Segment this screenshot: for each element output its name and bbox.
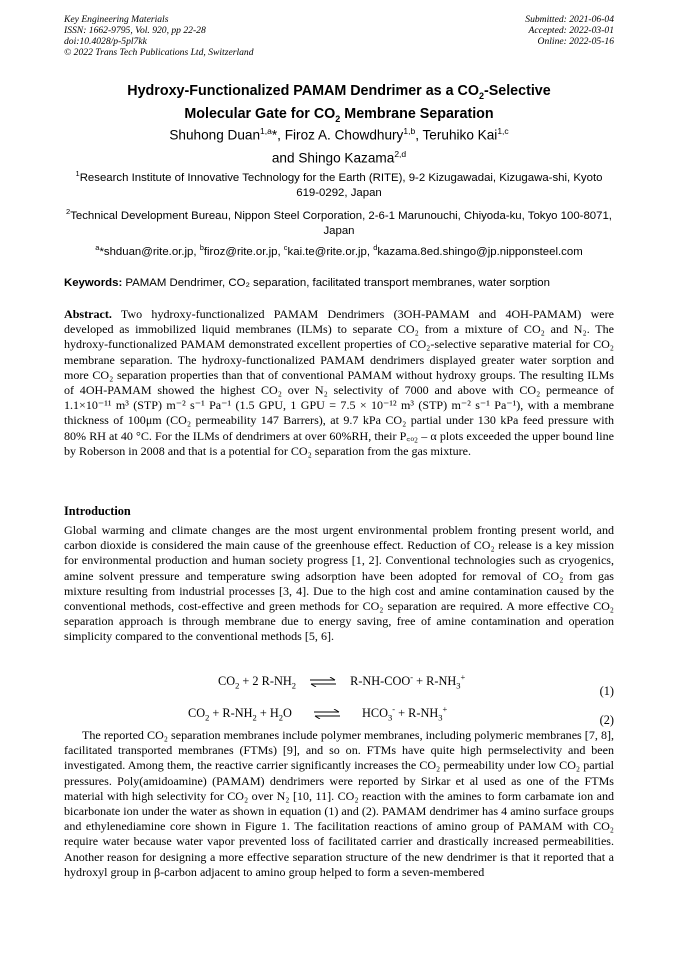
author-name: Firoz A. Chowdhury	[284, 127, 404, 143]
author-name: Teruhiko Kai	[422, 127, 498, 143]
equilibrium-arrow-icon	[313, 709, 341, 719]
online-date: Online: 2022-05-16	[537, 36, 614, 47]
email-list: $^a$*shduan@rite.or.jp, $^b$firoz@rite.or.jp, $^c$kai.te@rite.or.jp, $^d$kazama.8ed.shingo@jp.nipponsteel.com	[95, 243, 583, 258]
equation-1: $CO_2 + 2$ $R-NH_2$ $R-NH-COO^- + R-NH_3^+$	[218, 672, 466, 691]
journal-name: Key Engineering Materials	[64, 14, 169, 25]
issn-line: ISSN: 1662-9795, Vol. 920, pp 22-28	[64, 25, 206, 36]
affiliation-1: $^1$Research Institute of Innovative Technology for the Earth (RITE), 9-2 Kizugawadai, Kizugawa-shi, Kyoto 619-0292, Japan	[75, 169, 603, 200]
accepted-date: Accepted: 2022-03-01	[528, 25, 614, 36]
email-link[interactable]: kazama.8ed.shingo@jp.nipponsteel.com	[377, 245, 583, 258]
copyright-line: © 2022 Trans Tech Publications Ltd, Switzerland	[64, 47, 254, 58]
abstract-text: Two hydroxy-functionalized PAMAM Dendrimers (3OH-PAMAM and 4OH-PAMAM) were developed as immobilized liquid membranes (ILMs) to separate CO₂ from a mixture of CO₂ and N₂. The hydroxy-functionalized PAMAM demonstrated excellent properties of CO₂-selective separative material for CO₂ membrane separation. The hydroxy-functionalized PAMAM dendrimers displayed greater water sorption and more CO₂ separation properties than that of conventional PAMAM without hydroxy groups. The resulting ILMs of 4OH-PAMAM showed the highest CO₂ over N₂ selectivity of 7000 and above with CO₂ permeance of 1.1×10⁻¹¹ m³ (STP) m⁻² s⁻¹ Pa⁻¹ (1.5 GPU, 1 GPU = 7.5 × 10⁻¹² m³ (STP) m⁻² s⁻¹ Pa⁻¹), with a membrane thickness of 100μm (CO₂ permeability 147 Barrers), at 9.7 kPa CO₂ partial under 130 kPa feed pressure with 80% RH at 40 °C. For the ILMs of dendrimers at over 60%RH, their P꜀ₒ₂ – α plots exceeded the upper bound line by Roberson in 2008 and that is a potential for CO₂ separation from the gas mixture.	[64, 307, 614, 458]
doi-line: doi:10.4028/p-5pl7kk	[64, 36, 147, 47]
affiliation-2: $^2$Technical Development Bureau, Nippon Steel Corporation, 2-6-1 Marunouchi, Chiyoda-ku, Tokyo 100-8071, Japan	[66, 207, 612, 238]
author-list: Shuhong Duan$^{1,a}$*, Firoz A. Chowdhury$^{1,b}$, Teruhiko Kai$^{1,c}$ and Shingo Kazama$^{2,d}$	[169, 126, 509, 166]
abstract-label: Abstract.	[64, 307, 112, 321]
email-link[interactable]: kai.te@rite.or.jp,	[287, 245, 374, 258]
equilibrium-arrow-icon	[309, 677, 337, 687]
email-link[interactable]: firoz@rite.or.jp,	[203, 245, 284, 258]
author-name: Shingo Kazama	[298, 150, 395, 166]
keywords	[64, 276, 614, 291]
paper-title: Hydroxy-Functionalized PAMAM Dendrimer as a $CO_2$-Selective Molecular Gate for $CO_2$ Membrane Separation	[127, 83, 551, 124]
equation-1-number: (1)	[599, 684, 614, 698]
keywords-label: Keywords:	[64, 277, 123, 289]
equation-2: $CO_2 + R-NH_2 + H_2O$ $HCO_3^- + R-NH_3^+$	[188, 704, 448, 723]
author-name: Shuhong Duan	[169, 127, 261, 143]
email-link[interactable]: *shduan@rite.or.jp,	[99, 245, 200, 258]
equation-2-number: (2)	[599, 713, 614, 727]
keywords-text: PAMAM Dendrimer, CO₂ separation, facilitated transport membranes, water sorption	[122, 277, 550, 289]
date-info	[525, 14, 614, 47]
section-heading: Introduction	[64, 504, 131, 518]
intro-paragraph-1: Global warming and climate changes are the most urgent environmental problem fronting present world, and carbon dioxide is considered the main cause of the greenhouse effect. Reduction of CO₂ release is a key mission for environmental production and human society progress [1, 2]. Conventional technologies such as cryogenics, amine solvent pressure and temperature swing adsorption have been adopted for removal of CO₂ from gas mixture resulting from industrial processes [3, 4]. Due to the high cost and amine contamination caused by the conventional methods, cost-effective and green methods for CO₂ separation are required. A more effective CO₂ separation approach is through membrane due to energy saving, free of amine contamination and operation simplicity compared to the conventional methods [5, 6].	[64, 523, 614, 644]
abstract	[64, 307, 614, 459]
journal-info	[64, 14, 254, 58]
submitted-date: Submitted: 2021-06-04	[525, 14, 614, 25]
intro-paragraph-2: The reported CO₂ separation membranes include polymer membranes, including polymeric membranes [7, 8], facilitated transported membranes (FTMs) [9], and so on. FTMs have quite high permselectivity and been investigated. Among them, the reactive carrier significantly increases the CO₂ permeability under low CO₂ partial pressures. Poly(amidoamine) (PAMAM) dendrimers were reported by Sirkar et al used as one of the FTMs material with high selectivity for CO₂ over N₂ [10, 11]. CO₂ reaction with the amines to form carbamate ion and bicarbonate ion under the water as shown in equation (1) and (2). PAMAM dendrimer has 4 amino surface groups and ethylenediamine core shown in Figure 1. The facilitation reactions of amino group of PAMAM with CO₂ require water because water vapor prevented loss of facilitated carrier and drastically increased permeabilities. Another reason for designing a more effective separation structure of the new dendrimer is that it reported that a hydroxyl group in β-carbon adjacent to amino group helped to form a seven-membered	[64, 728, 614, 879]
